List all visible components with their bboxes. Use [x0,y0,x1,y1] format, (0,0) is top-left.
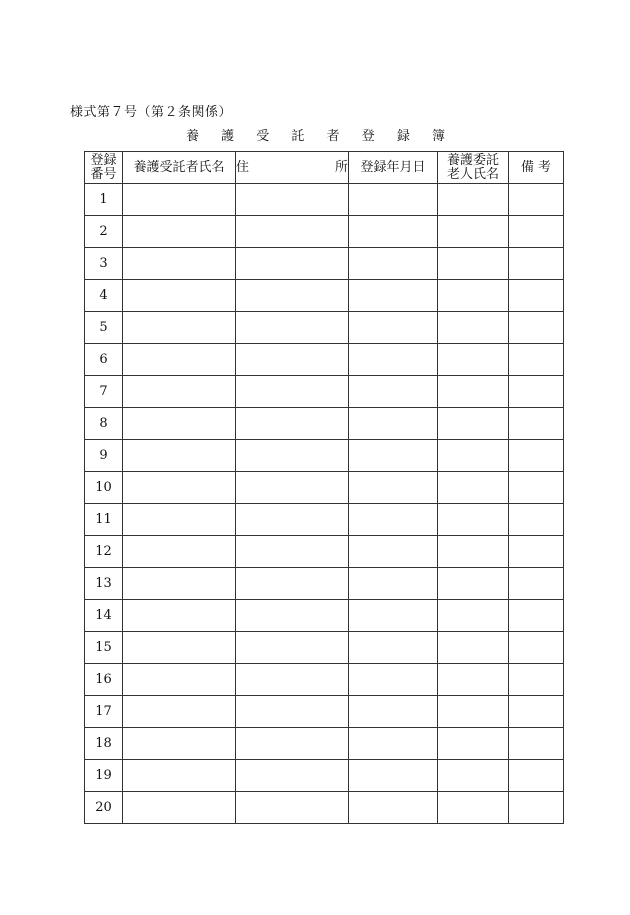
header-registration-number: 登録 番号 [85,152,123,184]
header-entrusted-elder-name: 養護委託 老人氏名 [438,152,509,184]
trustee-name-cell [123,440,236,472]
trustee-name-cell [123,600,236,632]
elder-name-cell [438,312,509,344]
trustee-name-cell [123,376,236,408]
trustee-name-cell [123,792,236,824]
notes-cell [509,696,564,728]
row-number: 13 [85,568,123,600]
registration-date-cell [349,568,438,600]
address-cell [236,280,349,312]
registration-date-cell [349,728,438,760]
table-row [85,280,564,312]
table-row [85,216,564,248]
trustee-name-cell [123,696,236,728]
trustee-name-cell [123,312,236,344]
elder-name-cell [438,184,509,216]
header-trustee-name: 養護受託者氏名 [123,152,236,184]
notes-cell [509,248,564,280]
elder-name-cell [438,664,509,696]
row-number: 14 [85,600,123,632]
document-title: 養 護 受 託 者 登 録 簿 [186,129,454,144]
registration-date-cell [349,248,438,280]
registration-table [84,151,564,824]
row-number: 12 [85,536,123,568]
address-cell [236,408,349,440]
address-cell [236,504,349,536]
trustee-name-cell [123,664,236,696]
row-number: 8 [85,408,123,440]
registration-date-cell [349,184,438,216]
elder-name-cell [438,568,509,600]
address-cell [236,632,349,664]
row-number: 11 [85,504,123,536]
notes-cell [509,280,564,312]
address-cell [236,472,349,504]
elder-name-cell [438,472,509,504]
elder-name-cell [438,600,509,632]
trustee-name-cell [123,248,236,280]
header-registration-date: 登録年月日 [349,152,438,184]
row-number: 18 [85,728,123,760]
header-notes: 備 考 [509,152,564,184]
address-cell [236,600,349,632]
table-row [85,504,564,536]
row-number: 17 [85,696,123,728]
trustee-name-cell [123,536,236,568]
registration-date-cell [349,280,438,312]
address-cell [236,376,349,408]
address-cell [236,440,349,472]
registration-date-cell [349,696,438,728]
address-cell [236,312,349,344]
row-number: 6 [85,344,123,376]
elder-name-cell [438,440,509,472]
table-row [85,664,564,696]
trustee-name-cell [123,504,236,536]
registration-date-cell [349,632,438,664]
table-row [85,600,564,632]
row-number: 1 [85,184,123,216]
address-cell [236,568,349,600]
elder-name-cell [438,408,509,440]
trustee-name-cell [123,760,236,792]
row-number: 10 [85,472,123,504]
registration-date-cell [349,504,438,536]
notes-cell [509,344,564,376]
table-row [85,568,564,600]
elder-name-cell [438,216,509,248]
elder-name-cell [438,760,509,792]
row-number: 16 [85,664,123,696]
table-row [85,248,564,280]
address-cell [236,664,349,696]
registration-date-cell [349,536,438,568]
address-cell [236,760,349,792]
elder-name-cell [438,536,509,568]
trustee-name-cell [123,408,236,440]
row-number: 9 [85,440,123,472]
address-cell [236,696,349,728]
elder-name-cell [438,792,509,824]
elder-name-cell [438,376,509,408]
notes-cell [509,536,564,568]
notes-cell [509,632,564,664]
trustee-name-cell [123,632,236,664]
table-row [85,792,564,824]
table-row [85,408,564,440]
elder-name-cell [438,632,509,664]
registration-date-cell [349,216,438,248]
notes-cell [509,600,564,632]
table-row [85,376,564,408]
registration-date-cell [349,408,438,440]
table-row [85,728,564,760]
notes-cell [509,504,564,536]
table-row [85,760,564,792]
table-row [85,184,564,216]
notes-cell [509,312,564,344]
notes-cell [509,408,564,440]
registration-date-cell [349,792,438,824]
elder-name-cell [438,248,509,280]
notes-cell [509,792,564,824]
address-cell [236,536,349,568]
table-row [85,696,564,728]
notes-cell [509,184,564,216]
row-number: 19 [85,760,123,792]
trustee-name-cell [123,184,236,216]
registration-date-cell [349,760,438,792]
elder-name-cell [438,728,509,760]
registration-date-cell [349,312,438,344]
row-number: 3 [85,248,123,280]
registration-date-cell [349,664,438,696]
elder-name-cell [438,696,509,728]
row-number: 5 [85,312,123,344]
registration-date-cell [349,600,438,632]
row-number: 7 [85,376,123,408]
header-address: 住 所 [236,152,349,184]
table-row [85,344,564,376]
row-number: 2 [85,216,123,248]
notes-cell [509,568,564,600]
registration-date-cell [349,472,438,504]
elder-name-cell [438,504,509,536]
row-number: 20 [85,792,123,824]
address-cell [236,728,349,760]
table-row [85,632,564,664]
trustee-name-cell [123,280,236,312]
trustee-name-cell [123,344,236,376]
notes-cell [509,664,564,696]
notes-cell [509,216,564,248]
table-row [85,312,564,344]
address-cell [236,344,349,376]
row-number: 4 [85,280,123,312]
address-cell [236,248,349,280]
notes-cell [509,440,564,472]
registration-date-cell [349,376,438,408]
trustee-name-cell [123,472,236,504]
elder-name-cell [438,280,509,312]
trustee-name-cell [123,728,236,760]
address-cell [236,216,349,248]
table-header-row [85,152,564,184]
form-number-label: 様式第７号（第２条関係） [70,105,233,120]
notes-cell [509,760,564,792]
table-row [85,536,564,568]
trustee-name-cell [123,568,236,600]
notes-cell [509,728,564,760]
address-cell [236,184,349,216]
table-row [85,472,564,504]
elder-name-cell [438,344,509,376]
trustee-name-cell [123,216,236,248]
table-row [85,440,564,472]
row-number: 15 [85,632,123,664]
notes-cell [509,472,564,504]
notes-cell [509,376,564,408]
registration-date-cell [349,344,438,376]
address-cell [236,792,349,824]
registration-date-cell [349,440,438,472]
